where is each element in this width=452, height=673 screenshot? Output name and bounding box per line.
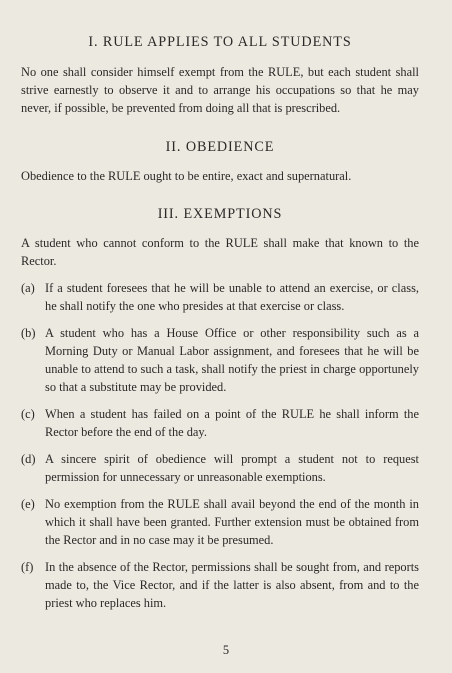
list-item-label: (a) [21,281,35,295]
section-body-exemptions: A student who cannot conform to the RULE shall make that known to the Rector. [21,236,419,268]
list-item [21,324,419,396]
list-item-label: (c) [21,407,35,421]
section-body-obedience: Obedience to the RULE ought to be entire, exact and supernatural. [21,169,352,183]
list-item-text: In the absence of the Rector, permissions shall be sought from, and reports made to, the Vice Rector, and if the latter is also absent, from and to the priest who replaces him. [45,560,419,610]
list-item-text: A sincere spirit of obedience will prompt a student not to request permission for unnecessary or unreasonable exemptions. [45,452,419,484]
section-heading-obedience: II. OBEDIENCE [165,139,275,155]
list-item [21,558,419,612]
list-item-text: When a student has failed on a point of the RULE he shall inform the Rector before the end of the day. [45,407,419,439]
list-item-text: If a student foresees that he will be unable to attend an exercise, or class, he shall notify the one who presides at that exercise or class. [45,281,419,313]
list-item-label: (d) [21,452,36,466]
exemptions-list [21,279,419,612]
section-heading-exemptions: III. EXEMPTIONS [157,206,283,222]
page-number: 5 [222,643,230,657]
list-item-text: No exemption from the RULE shall avail beyond the end of the month in which it shall have been granted. Further extension must be obtained from the Rector and in no case may it be presumed. [45,497,419,547]
section-heading-rule-applies: I. RULE APPLIES TO ALL STUDENTS [88,34,352,50]
list-item [21,279,419,315]
list-item [21,405,419,441]
list-item-label: (f) [21,560,34,574]
list-item-text: A student who has a House Office or other responsibility such as a Morning Duty or Manual Labor assignment, and foresees that he will be unable to attend to such a task, shall notify the priest in charge opportunely so that a substitute may be provided. [45,326,419,394]
list-item [21,450,419,486]
list-item [21,495,419,549]
list-item-label: (e) [21,497,35,511]
section-body-rule-applies: No one shall consider himself exempt from the RULE, but each student shall strive earnestly to observe it and to arrange his occupations so that he may never, if possible, be prevented from doing all that is prescribed. [21,65,419,115]
list-item-label: (b) [21,326,36,340]
